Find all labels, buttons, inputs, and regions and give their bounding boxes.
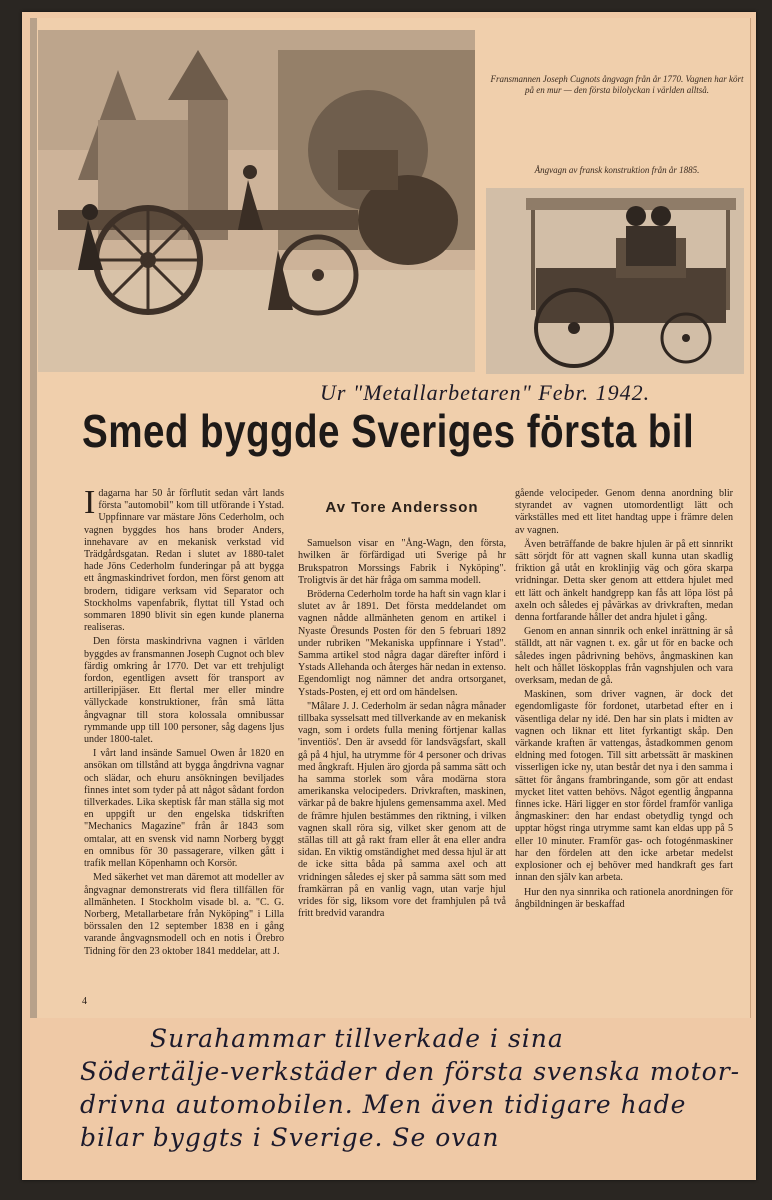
paragraph: Bröderna Cederholm torde ha haft sin vagn klar i slutet av år 1891. Det första meddelandet om vagnen nådde allmänheten genom en artikel i Nyaste Öresunds Posten för den 5 februari 1892 under rubriken "Mekaniska uppfinnare i Ystad". Samma artikel stod några dagar därefter införd i Ystads Allehanda och återges här nedan in extenso. Egendomligt nog nämner det andra ortsorganet, Ystads-Posten, ej ett ord om händelsen. [298,589,506,698]
handwriting-line: drivna automobilen. Men även tidigare hade [80,1090,687,1119]
paragraph: Maskinen, som driver vagnen, är dock det egendomligaste för fordonet, utarbetad efter en i väsentliga delar ny idé. Den har sin plats i midten av vagnen och liknar ett litet fyrkantigt skåp. Den värkande kraften är vattengas, åstadkommen genom eldning med fotogen. Till sitt arbetssätt är maskinen visserligen icke ny, utan består det nya i den samma i sättet för ångans frambringande, som gör att endast mycket litet vatten behövs. Något egentlig ångpanna finnes icke. Häri ligger en stor fördel framför vanliga ångmaskiner: den har endast obetydlig tyngd och upptar högst ringa utrymme samt kan eldas upp på 5 eller 10 minuter. Framför gas- och fotogénmaskiner har den fördelen att den icke arbetar medelst explosioner och ej behöver med handkraft ges fart innan den själv kan arbeta. [515,689,733,884]
paragraph: Samuelson visar en "Ång-Wagn, den första, hwilken är förfärdigad uti Sverige på hr Brukspatron Morssings Fabrik i Nyköping". Troligtvis är det här fråga om samma modell. [298,538,506,586]
byline: Av Tore Andersson [325,499,479,516]
drop-cap: I [84,484,96,521]
handwriting-line: bilar byggts i Sverige. Se ovan [80,1123,500,1152]
paragraph: gående velocipeder. Genom denna anordning blir styrandet av vagnen utomordentligt lätt och värkställes med ett litet handtag uppe i främre delen av vagnen. [515,488,733,536]
paragraph: "Målare J. J. Cederholm är sedan några månader tillbaka sysselsatt med tillverkande av en mekanisk vagn, som i ordets fulla mening förtjenar kallas 'inventiös'. Den är avsedd för landsvägsfart, skall gå på 4 hjul, ha utrymme för 4 personer och drivas med ångkraft. Hjulen äro gjorda på samma sätt och ha samma storlek som våra modärna stora amerikanska velocipeders. Drivkraften, maskinen, värkar på de bakre hjulens gemensamma axel. Med de främre hjulen bestämmes den riktning, i vilken vagnen skall röra sig, vilket sker genom att de ställas till att gå rakt fram eller åt ena eller andra sidan. En viktig omständighet med dessa hjul är att de icke sitta båda på samma axel och att vridningen således ej sker på samma sätt som med framkärran på en vanlig vagn, utan varje hjul vrides för sig, liksom vore det framhjulen på två fritt bredvid varandra [298,700,506,920]
article-column-2 [298,488,506,923]
paragraph: Hur den nya sinnrika och rationela anordningen för ångbildningen är beskaffad [515,886,733,910]
article-column-3 [515,488,733,913]
tape-strip [30,18,37,1018]
article-headline: Smed byggde Sveriges första bil [82,405,695,457]
newspaper-clipping [30,18,751,1018]
scan-backing-sheet [22,12,756,1180]
page-number: 4 [82,996,87,1007]
paragraph: dagarna har 50 år förflutit sedan vårt lands första "automobil" kom till utförande i Ystad. Uppfinnare var mästare Jöns Cederholm, och vagnen byggdes hos hans broder Anders, innehavare av en mekanisk verkstad vid Trädgårdsgatan. Redan i slutet av 1880-talet hade Jöns Cederholm funderingar på att bygga ett ångmaskindrivet fordon, men först genom att brodern, tidigare verksam vid Separator och Stockholms vapenfabrik, flyttat till Ystad och sommaren 1890 blivit sin egen kunde planerna realiseras. [84,488,284,634]
paragraph: Den första maskindrivna vagnen i världen byggdes av fransmannen Joseph Cugnot och blev färdig omkring år 1770. Det var ett trehjuligt fordon, egentligen avsett för transport av artilleripjäser. Ett flertal mer eller mindre vällyckade konstruktioner, från små lätta ångvagnar till stora kolossala omnibussar rymmande upp till 100 personer, såg dagens ljus under 1800-talet. [84,636,284,746]
paragraph: Med säkerhet vet man däremot att modeller av ångvagnar demonstrerats vid flera tillfällen för allmänheten. I Stockholm visade bl. a. "C. G. Norberg, Metallarbetare från Nyköping" i Lilla börssalen den 12 september 1838 en i gång varande ångvagnsmodell och en notis i Örebro Tidning för den 23 oktober 1841 meddelar, att J. [84,872,284,957]
handwritten-source-note: Ur "Metallarbetaren" Febr. 1942. [320,380,651,405]
article-column-1 [84,484,284,960]
handwriting-line: Surahammar tillverkade i sina [150,1024,564,1053]
handwritten-annotation [80,1022,750,1154]
handwriting-line: Södertälje-verkstäder den första svenska motor- [80,1057,741,1086]
paragraph: I vårt land insände Samuel Owen år 1820 en ansökan om tillstånd att bygga ångdrivna vagnar och slädar, och ehuru ansökningen beviljades finnes intet som tyder på att något sådant fordon tillverkades. Lika skeptisk får man ställa sig mot en uppgift ur den engelska tidskriften "Mechanics Magazine" från år 1843 som omtalar, att en svensk vid namn Norberg byggt en omnibus för 30 passagerare, vilken gått i trafik mellan Köpenhamn och Korsör. [84,748,284,870]
paragraph: Även beträffande de bakre hjulen är på ett sinnrikt sätt sörjdt för att vagnen skall kunna utan skadlig friktion gå utåt en kroklinjig väg och göra skarpa vridningar. Detta sker genom att ettdera hjulet med ett lätt och änkelt handgrepp kan fås att löpa löst på axeln och således ej påvärkas av drivkraften, medan denna fortfarande håller det andra hjulet i gång. [515,538,733,624]
french-steam-car-photo [486,188,744,374]
caption-french-wagon: Ångvagn av fransk konstruktion från år 1885. [534,165,700,175]
paragraph: Genom en annan sinnrik och enkel inrättning är så ställdt, att när vagnen t. ex. går ut för en backe och således ingen pådrivning behövs, ångmaskinen kan helt och hållet löskopplas från vagnshjulen och vara overksam, medan de gå. [515,626,733,687]
cugnot-steam-wagon-illustration [38,30,475,372]
caption-cugnot: Fransmannen Joseph Cugnots ångvagn från år 1770. Vagnen har kört på en mur — den första bilolyckan i världen alltså. [490,74,744,95]
